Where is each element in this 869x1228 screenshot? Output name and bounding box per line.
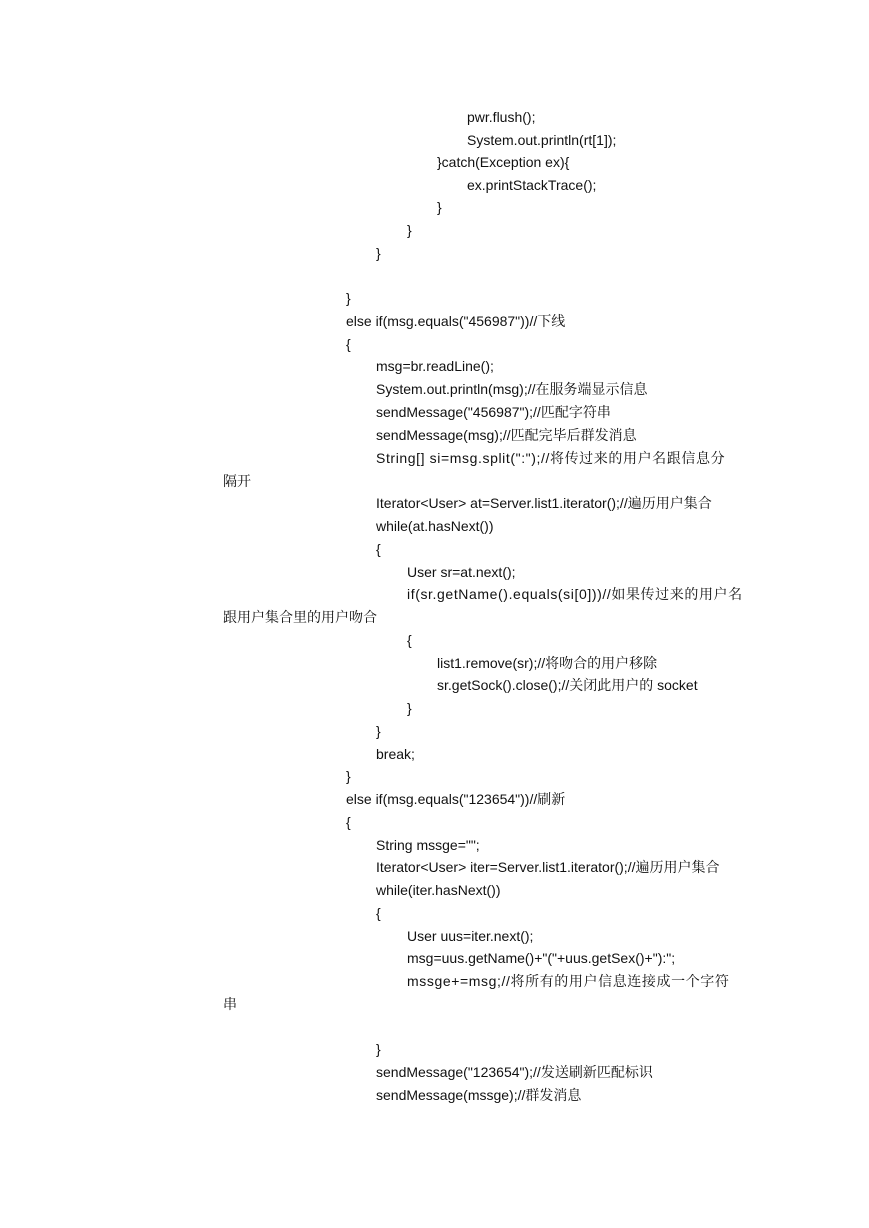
- code-line: {: [407, 632, 412, 648]
- code-line: {: [346, 814, 351, 830]
- code-line: while(iter.hasNext()): [376, 882, 501, 898]
- code-line: }: [407, 222, 412, 238]
- code-line: pwr.flush();: [467, 109, 536, 125]
- code-line: {: [376, 905, 381, 921]
- code-line: Iterator<User> at=Server.list1.iterator();//遍历用户集合: [376, 495, 712, 511]
- code-line: else if(msg.equals("456987"))//下线: [346, 313, 566, 329]
- code-line: list1.remove(sr);//将吻合的用户移除: [437, 655, 658, 671]
- code-line: sendMessage("456987");//匹配字符串: [376, 404, 611, 420]
- code-line: }catch(Exception ex){: [437, 154, 570, 170]
- code-line: 串: [223, 996, 237, 1012]
- code-line: 隔开: [223, 473, 251, 489]
- code-line: User sr=at.next();: [407, 564, 516, 580]
- code-line: }: [437, 199, 442, 215]
- code-line: sendMessage(msg);//匹配完毕后群发消息: [376, 427, 637, 443]
- code-line: String mssge="";: [376, 837, 480, 853]
- code-line: sendMessage(mssge);//群发消息: [376, 1087, 582, 1103]
- code-line: msg=uus.getName()+"("+uus.getSex()+"):";: [407, 950, 676, 966]
- code-line: if(sr.getName().equals(si[0]))//如果传过来的用户名: [407, 586, 743, 602]
- code-line: break;: [376, 746, 415, 762]
- code-line: {: [376, 541, 381, 557]
- code-line: System.out.println(rt[1]);: [467, 132, 617, 148]
- code-line: Iterator<User> iter=Server.list1.iterator();//遍历用户集合: [376, 859, 720, 875]
- code-line: 跟用户集合里的用户吻合: [223, 609, 377, 625]
- code-line: msg=br.readLine();: [376, 358, 494, 374]
- code-line: User uus=iter.next();: [407, 928, 534, 944]
- code-line: sendMessage("123654");//发送刷新匹配标识: [376, 1064, 653, 1080]
- code-line: }: [376, 1041, 381, 1057]
- code-line: {: [346, 336, 351, 352]
- code-line: while(at.hasNext()): [376, 518, 494, 534]
- code-line: }: [346, 290, 351, 306]
- code-line: }: [376, 723, 381, 739]
- code-line: }: [346, 768, 351, 784]
- code-line: String[] si=msg.split(":");//将传过来的用户名跟信息分: [376, 450, 726, 466]
- code-line: }: [407, 700, 412, 716]
- code-line: }: [376, 245, 381, 261]
- code-line: System.out.println(msg);//在服务端显示信息: [376, 381, 648, 397]
- code-line: sr.getSock().close();//关闭此用户的 socket: [437, 677, 698, 693]
- code-line: mssge+=msg;//将所有的用户信息连接成一个字符: [407, 973, 730, 989]
- code-line: ex.printStackTrace();: [467, 177, 597, 193]
- code-line: else if(msg.equals("123654"))//刷新: [346, 791, 566, 807]
